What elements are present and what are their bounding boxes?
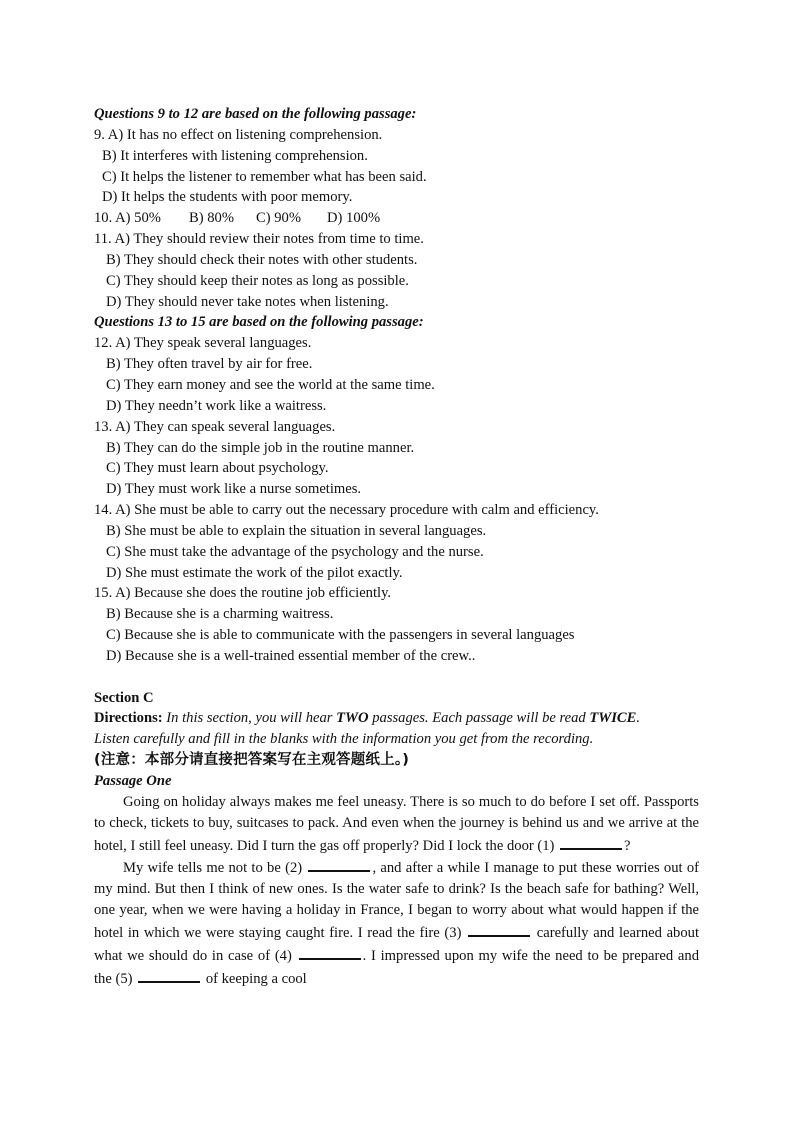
section-c-title: Section C [94,689,154,706]
question-number: 13. [94,418,113,435]
question-number: 14. [94,502,113,519]
group1-heading: Questions 9 to 12 are based on the following passage: [94,106,417,122]
option-text: A) It has no effect on listening comprehension. [107,126,383,143]
question-12-option-c: C) They earn money and see the world at the same time. [106,376,435,393]
section-c-directions [94,708,699,729]
paragraph-text: . I impressed upon my wife the need to be prepared and the (5) [94,947,700,987]
question-15-option-b: B) Because she is a charming waitress. [106,606,334,623]
question-number: 11. [94,231,112,248]
option-text: A) They speak several languages. [115,335,312,352]
question-10-option-d: D) 100% [327,210,381,227]
question-9-option-a [94,125,699,146]
question-9-option-c: C) It helps the listener to remember what has been said. [102,168,427,185]
option-text: A) 50% [115,210,161,227]
question-number: 15. [94,585,113,602]
paragraph-text: ? [624,837,631,854]
question-11-option-d: D) They should never take notes when listening. [106,293,389,310]
question-13-option-c: C) They must learn about psychology. [106,460,329,477]
question-11-option-c: C) They should keep their notes as long as possible. [106,272,409,289]
question-15-option-d: D) Because she is a well-trained essential member of the crew.. [106,647,476,664]
directions-text: passages. Each passage will be read [368,710,590,727]
question-14-option-c: C) She must take the advantage of the psychology and the nurse. [106,543,484,560]
question-12-option-b: B) They often travel by air for free. [106,356,313,373]
question-14-option-b: B) She must be able to explain the situation in several languages. [106,522,487,539]
question-10-option-b: B) 80% [189,210,234,227]
question-13-option-a [94,417,699,438]
paragraph-text: , and after a while I manage to put these worries out of my mind. But then I think of new ones. Is the water safe to drink? Is the beach safe for bathing? Well, one year, when we were having a holiday in France, I began to worry about what would happen if the hotel in which we were staying caught fire. I read the fire (3) [94,860,699,941]
question-11-option-b: B) They should check their notes with other students. [106,251,418,268]
blank-4-input[interactable] [299,944,361,960]
option-text: A) They can speak several languages. [115,418,336,435]
answer-sheet-note: (注意：本部分请直接把答案写在主观答题纸上。) [94,752,410,769]
question-number: 12. [94,335,113,352]
section-c-directions-line2: Listen carefully and fill in the blanks with the information you get from the recording. [94,731,594,748]
question-number: 9. [94,126,105,143]
blank-2-input[interactable] [308,856,370,872]
directions-label: Directions: [94,710,163,727]
directions-emphasis-two: TWO [336,710,369,727]
question-13-option-b: B) They can do the simple job in the routine manner. [106,439,415,456]
passage-title: Passage One [94,773,172,789]
passage-paragraph-1 [94,792,699,857]
question-10 [94,208,699,229]
question-9-option-d: D) It helps the students with poor memory. [102,189,353,206]
question-11-option-a [94,229,699,250]
question-15-option-c: C) Because she is able to communicate with the passengers in several languages [106,627,575,644]
paragraph-text: My wife tells me not to be (2) [123,860,303,877]
question-15-option-a [94,583,699,604]
directions-text: . [636,710,641,727]
question-14-option-a [94,500,699,521]
question-10-option-a [94,208,189,229]
question-14-option-d: D) She must estimate the work of the pilot exactly. [106,564,403,581]
blank-1-input[interactable] [560,834,622,850]
paragraph-text: of keeping a cool [205,970,307,987]
option-text: A) She must be able to carry out the necessary procedure with calm and efficiency. [115,502,599,519]
group2-heading: Questions 13 to 15 are based on the following passage: [94,314,424,331]
exam-page [94,104,699,989]
question-12-option-a [94,333,699,354]
question-13-option-d: D) They must work like a nurse sometimes. [106,481,362,498]
question-12-option-d: D) They needn’t work like a waitress. [106,397,327,414]
option-text: A) They should review their notes from time to time. [114,231,424,248]
option-text: A) Because she does the routine job efficiently. [115,585,392,602]
paragraph-text: Going on holiday always makes me feel uneasy. There is so much to do before I set off. Passports to check, tickets to buy, suitcases to pack. And even when the journey is behind us and we arrive at the hotel, I still feel uneasy. Did I turn the gas off properly? Did I lock the door (1) [94,793,699,854]
question-number: 10. [94,210,113,227]
blank-3-input[interactable] [468,921,530,937]
paragraph-text: carefully and learned about what we should do in case of (4) [94,924,699,964]
question-9-option-b: B) It interferes with listening comprehension. [102,147,368,164]
passage-paragraph-2 [94,856,699,989]
question-10-option-c: C) 90% [256,210,301,227]
blank-5-input[interactable] [138,967,200,983]
directions-text: In this section, you will hear [162,710,337,727]
directions-emphasis-twice: TWICE [589,710,637,727]
section-spacer [94,667,699,688]
